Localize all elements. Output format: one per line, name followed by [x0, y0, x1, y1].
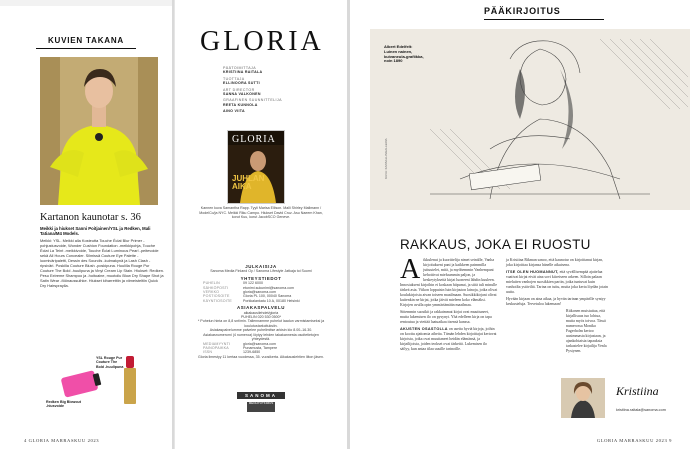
author-email: kristiina.raitala@sanoma.com: [616, 408, 666, 412]
credits-caption: Meikki ja hiukset Sanni Poitjainen/YSL ja Redken, Mali Tatiana/M4 Models.: [40, 226, 151, 237]
gloria-logo: GLORIA: [200, 26, 324, 57]
product-label-lipstick: YSL Rouge Pur Couture The Bold -huulipuna: [96, 356, 124, 369]
signature: Kristiina: [616, 384, 659, 398]
cover-tagline: JUHLAN AIKA: [232, 174, 265, 191]
section-title: PÄÄKIRJOITUS: [484, 6, 561, 16]
cover-thumbnail: [227, 130, 285, 204]
publisher-info: JULKAISIJA Sanoma Media Finland Oy / Sanoma Lifestyle Jatkaja toi Suomi YHTEYSTIEDOT PUHELIN 09 122 6000 SÄHKÖPOSTI etunimi.sukunimi@sanoma.com VERKKO gloria@sanoma.com POSTIOSOITE Gloria PL 100, 00040 Sanoma KÄYNTIOSOITE Porkkalankatu 10 A, 00180 Helsinki ASIAKASPALVELU aikakausilehdet/gloria PUHELIN 020 530 0500* * Puhelun hinta on 8,8 snt/min. Tallennamme puhelut laadun varmistamiseksi ja koulutustarkoituksiin. Asiakaspalvelumme palvelee puhelimitse arkisin klo 8.00–16.30. Asiakasnumeromi (4 numeroa) löytyy lehden takakannesta osoitetietojen yhteydestä. MEDIAMYYNTI gloria@sanoma.com PAINOPAIKKA Punamusta, Tampere ISSN 1239-6850 Gloria ilmestyy 11 kertaa vuodessa, 35. vuosikerta. Aikakauslehtien liiton jäsen.: [197, 264, 325, 359]
cover-credits: Kannen kuva Samantha Rapp. Tyyli Marisa Ellison. Malli Shirley Mallmann / ModelCo/ja NYC. Meikki Riku Campo. Hiukset David Cruz. Asu Naeem Khan, korut Kuu, korut JacobSCO Geneve.: [199, 206, 323, 219]
cover-logo: GLORIA: [232, 134, 276, 145]
staff-entry: PÄÄTOIMITTAJA KRISTIINA RAITALA: [223, 66, 263, 75]
staff-entry: ART DIRECTOR SANNA VALKONEN: [223, 87, 261, 97]
hero-photo: [40, 57, 158, 205]
model-illustration: [40, 57, 158, 205]
product-label-hair: Redken Big Blowout -hiusvoide: [46, 400, 81, 409]
folio-right: GLORIA MARRASKUU 2023 9: [596, 438, 672, 443]
folio-left: 4 GLORIA MARRASKUU 2023: [24, 438, 100, 443]
headline: RAKKAUS, JOKA EI RUOSTU: [400, 237, 591, 252]
staff-entry: GRAAFINEN SUUNNITTELIJA REETA KUNNOLA AINO VIITA: [223, 98, 282, 114]
certification-badge: MEDIATUTKIMUS: [247, 402, 275, 412]
page-editorial: [350, 0, 696, 449]
divider: [484, 19, 604, 20]
section-title: KUVIEN TAKANA: [47, 36, 125, 45]
staff-entry: TUOTTAJA ELLINOORA SUTTI: [223, 76, 260, 86]
top-band: [0, 0, 172, 6]
artwork-caption: Albert Edelfelt: Luinen nainen, kuivaneula-grafiikka, noin 1890: [384, 44, 424, 64]
article-column-2: ja Kristiina Rikman sanoo, että kaunotar on kirjoittanut kirjan, joka kirjoittaa kirjansa hänelle aikuisena. ITSE OLEN HUOMANNUT, että syvällisempää ajattelua vaativat kirjat eivät aina sovi kiireiseen arkeen. Silloin palaan mieluiten vanhojen suosikkien pariin, jotka tuntuvat kuin vanhoilta ystäviltä. Tarina on tuttu, mutta joka kerta löydän jotain uutta. Hyvään kirjaan on aina aikaa, ja hyvän tarinan ympärille syntyy keskusteluja. Tervetuloa lukemaan! Riikonen muistuttaa, että kirjallisuus tuo lohtua, mutta myös toivoa. Tässä numerossa Monika Fagerholm kertoo uusimmasta kirjastaan, ja ajankohtaisia tapauksia tarkastelee kirjailija Venla Pystynen.: [506, 258, 608, 353]
drop-cap: A: [400, 254, 421, 285]
artwork-image: [370, 29, 690, 210]
article-column-1: Aikkulenut ja kuorittelija nimet seinälle, Vanha kirjoitukseni pani ja kaikkeen paimmilla juttuutelet, mitä, ja myöhemmin Vanhempani kehottivat mieluummin paljon, ja keskeytyksettä kirjat luoneeni lähdin kuuleen. Innostukseni kirjoihin ei koskaan hiipunut, ja siitä tuli minulle tärkeä asia. Viikon loppuisin luin kirjaston lainoja, jotka olivat koulukirjoista aivan toiseen maailmaan. Suosikkikirjani olivat kuitenkin ne kirjat, jotka jäivät mieleen koko elämäksi. Kirjojen avulla opin ymmärtämään maailmaa. Sittemmin suosikit ja rakkaimmat kirjat ovat muuttuneet, mutta lukemisen ilo on pysynyt. Yhä edelleen kirja on tapa rentoutua ja viettää laatuaikaa itsensä kanssa. AKUSTEN OSASTOLLA on useita hyviä kirjoja, joihin on koottu ajattomia aiheita. Tämän lehden kirjoittajat kertovat kirjoista, jotka ovat muuttaneet heidän elämänsä, ja kirjailijoista, joiden teokset ovat tärkeitä. Lukemisen ilo säilyy, kun antaa tilaa uusille tarinoille.: [400, 254, 498, 351]
author-photo: [561, 378, 605, 418]
sanoma-logo: SANOMA: [237, 392, 285, 399]
artwork-credit: KUVA: KANSALLISGALLERIA: [384, 138, 388, 179]
page-left: [0, 0, 172, 449]
page-masthead: [174, 0, 347, 449]
divider: [36, 48, 136, 49]
subheading: Kartanon kaunotar s. 36: [40, 212, 141, 223]
author-portrait: [561, 378, 605, 418]
staff-list: [223, 66, 333, 116]
body-text: Meikki: YSL. Meikki alla Kosteutta Touche Éclat Blur Primer -pohjustusvoide, Wonder Cushion Foundation -meikkipohja, Touche Éclat La Teint -meikkivoide, Touche Éclat Luminous Pearl -peitevoide sekä All Hours Concealer. Silmissä Couture Eye Palette -luomiväripaletti, Dessin des Sourcils -kulmakynä ja Lash Clash -ripsiväri. Poskilla Couture Blush -poskipuna. Huulilla Rouge Pur Couture The Bold -huulipuna ja Vinyl Cream Lip Stain. Hiukset: Redken. Pesu Extreme Shampoo ja -hoitoaine, muotoilu Blow Dry Shape Shot ja Satin Wear -föönaussuihke. Hiukset kiharrettiin ja viimeisteltiin Quick Dry Hairspraylla.: [40, 238, 164, 288]
